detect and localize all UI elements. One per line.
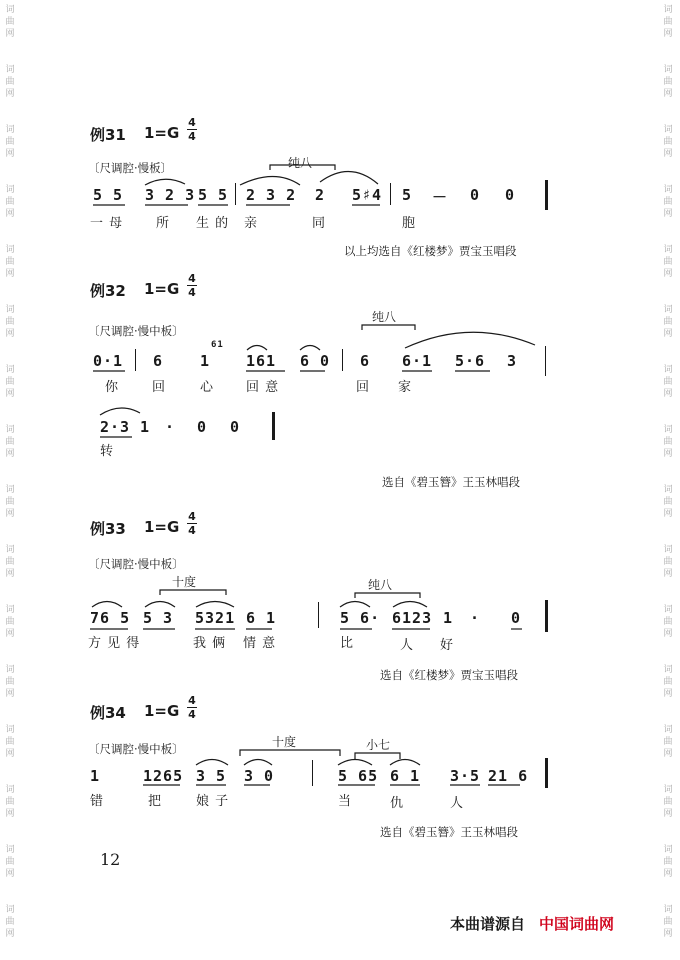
note-group: 5321	[195, 609, 236, 627]
note-group: 3 2 3	[145, 186, 196, 204]
lyric: 亲	[244, 216, 259, 231]
lyric: 情 意	[243, 636, 277, 651]
lyric: 人	[450, 796, 465, 811]
example-title: 例34	[90, 704, 126, 722]
grace-note: 61	[211, 340, 224, 350]
source-attribution: 选自《红楼梦》贾宝玉唱段	[380, 668, 518, 682]
note-group: 0	[505, 186, 516, 204]
time-signature-bottom: 4	[188, 708, 196, 721]
watermark-stamp: 词曲网	[663, 185, 673, 219]
source-attribution: 选自《碧玉簪》王玉林唱段	[380, 825, 518, 839]
note-group: 5 5	[93, 186, 124, 204]
note-group: 2	[315, 186, 326, 204]
lyric: 好	[440, 638, 455, 653]
time-signature-top: 4	[188, 510, 196, 523]
watermark-stamp: 词曲网	[5, 185, 15, 219]
watermark-stamp: 词曲网	[5, 545, 15, 579]
lyric: 家	[398, 380, 413, 395]
note-group: 2 3 2	[246, 186, 297, 204]
watermark-stamp: 词曲网	[663, 845, 673, 879]
watermark-stamp: 词曲网	[5, 785, 15, 819]
interval-mark: 纯八	[288, 156, 313, 170]
watermark-stamp: 词曲网	[663, 785, 673, 819]
watermark-stamp: 词曲网	[5, 665, 15, 699]
time-signature-bottom: 4	[188, 286, 196, 299]
watermark-stamp: 词曲网	[5, 5, 15, 39]
interval-mark: 小七	[366, 738, 391, 752]
lyric: 仇	[390, 796, 405, 811]
footer-site-link[interactable]: 中国词曲网	[539, 915, 615, 933]
tempo-mode: 〔尺调腔·慢中板〕	[88, 742, 184, 756]
watermark-stamp: 词曲网	[5, 125, 15, 159]
tempo-mode: 〔尺调腔·慢中板〕	[88, 557, 184, 571]
note-group: ·	[165, 418, 176, 436]
lyric: 胞	[402, 216, 417, 231]
lyric: 回 意	[246, 380, 280, 395]
key-signature: 1=G	[144, 702, 180, 720]
note-group: 5·6	[455, 352, 486, 370]
watermark-stamp: 词曲网	[663, 545, 673, 579]
note-group: 6	[153, 352, 164, 370]
lyric: 当	[338, 794, 353, 809]
watermark-stamp: 词曲网	[663, 245, 673, 279]
note-group: 3·5	[450, 767, 481, 785]
watermark-stamp: 词曲网	[5, 725, 15, 759]
tempo-mode: 〔尺调腔·慢中板〕	[88, 324, 184, 338]
note-group: －	[432, 188, 449, 206]
tempo-mode: 〔尺调腔·慢板〕	[88, 161, 173, 175]
watermark-stamp: 词曲网	[663, 365, 673, 399]
note-group: ·	[470, 609, 481, 627]
lyric: 你	[105, 380, 120, 395]
watermark-stamp: 词曲网	[5, 425, 15, 459]
lyric: 一 母	[90, 216, 124, 231]
key-signature: 1=G	[144, 124, 180, 142]
lyric: 转	[100, 444, 115, 459]
interval-mark: 纯八	[372, 310, 397, 324]
key-signature: 1=G	[144, 518, 180, 536]
lyric: 心	[200, 380, 215, 395]
note-group: 3 0	[244, 767, 275, 785]
example-title: 例33	[90, 520, 126, 538]
lyric: 方 见 得	[88, 636, 141, 651]
lyric: 同	[312, 216, 327, 231]
watermark-stamp: 词曲网	[663, 5, 673, 39]
watermark-stamp: 词曲网	[663, 65, 673, 99]
footer-prefix: 本曲谱源自	[450, 915, 526, 933]
watermark-stamp: 词曲网	[663, 725, 673, 759]
note-group: 6 1	[246, 609, 277, 627]
lyric: 人	[400, 638, 415, 653]
note-group: 21 6	[488, 767, 529, 785]
note-group: 161	[246, 352, 277, 370]
watermark-stamp: 词曲网	[663, 905, 673, 939]
example-title: 例31	[90, 126, 126, 144]
watermark-stamp: 词曲网	[663, 605, 673, 639]
interval-mark: 十度	[272, 735, 297, 749]
note-group: 0	[230, 418, 241, 436]
time-signature-top: 4	[188, 272, 196, 285]
note-group: 76 5	[90, 609, 131, 627]
note-group: 0	[197, 418, 208, 436]
lyric: 错	[90, 794, 105, 809]
time-signature-top: 4	[188, 116, 196, 129]
note-group: 6·1	[402, 352, 433, 370]
note-group: 3	[507, 352, 518, 370]
interval-mark: 十度	[172, 575, 197, 589]
footer-credit	[450, 913, 614, 934]
lyric: 娘 子	[196, 794, 230, 809]
watermark-stamp: 词曲网	[5, 305, 15, 339]
lyric: 回	[152, 380, 167, 395]
note-group: 0·1	[93, 352, 124, 370]
example-title: 例32	[90, 282, 126, 300]
note-group: 1	[200, 352, 211, 370]
note-group: 6	[360, 352, 371, 370]
time-signature-bottom: 4	[188, 130, 196, 143]
note-group: 2·3	[100, 418, 131, 436]
watermark-stamp: 词曲网	[5, 245, 15, 279]
page-number: 12	[100, 850, 121, 869]
note-group: 0	[511, 609, 522, 627]
lyric: 所	[156, 216, 171, 231]
time-signature-top: 4	[188, 694, 196, 707]
lyric: 我 俩	[193, 636, 227, 651]
watermark-stamp: 词曲网	[663, 425, 673, 459]
watermark-stamp: 词曲网	[5, 65, 15, 99]
watermark-stamp: 词曲网	[5, 845, 15, 879]
note-group: 5 3	[143, 609, 174, 627]
note-group: 1265	[143, 767, 184, 785]
lyric: 把	[148, 794, 163, 809]
note-group: 1	[443, 609, 454, 627]
note-group: 3 5	[196, 767, 227, 785]
note-group: 5 65	[338, 767, 379, 785]
source-attribution: 选自《碧玉簪》王玉林唱段	[382, 475, 520, 489]
watermark-stamp: 词曲网	[5, 365, 15, 399]
note-group: 6 0	[300, 352, 331, 370]
note-group: 6123	[392, 609, 433, 627]
note-group: 0	[470, 186, 481, 204]
note-group: 5 6·	[340, 609, 381, 627]
source-attribution: 以上均选自《红楼梦》贾宝玉唱段	[344, 244, 517, 258]
lyric: 比	[340, 636, 355, 651]
interval-mark: 纯八	[368, 578, 393, 592]
note-group: 5	[402, 186, 413, 204]
watermark-stamp: 词曲网	[5, 605, 15, 639]
lyric: 生 的	[196, 216, 230, 231]
watermark-stamp: 词曲网	[5, 485, 15, 519]
time-signature-bottom: 4	[188, 524, 196, 537]
note-group: 1	[90, 767, 101, 785]
note-group: 5♯4	[352, 186, 383, 204]
note-group: 6 1	[390, 767, 421, 785]
watermark-stamp: 词曲网	[663, 485, 673, 519]
note-group: 1	[140, 418, 151, 436]
watermark-stamp: 词曲网	[663, 665, 673, 699]
key-signature: 1=G	[144, 280, 180, 298]
watermark-stamp: 词曲网	[663, 305, 673, 339]
note-group: 5 5	[198, 186, 229, 204]
watermark-stamp: 词曲网	[663, 125, 673, 159]
lyric: 回	[356, 380, 371, 395]
watermark-stamp: 词曲网	[5, 905, 15, 939]
